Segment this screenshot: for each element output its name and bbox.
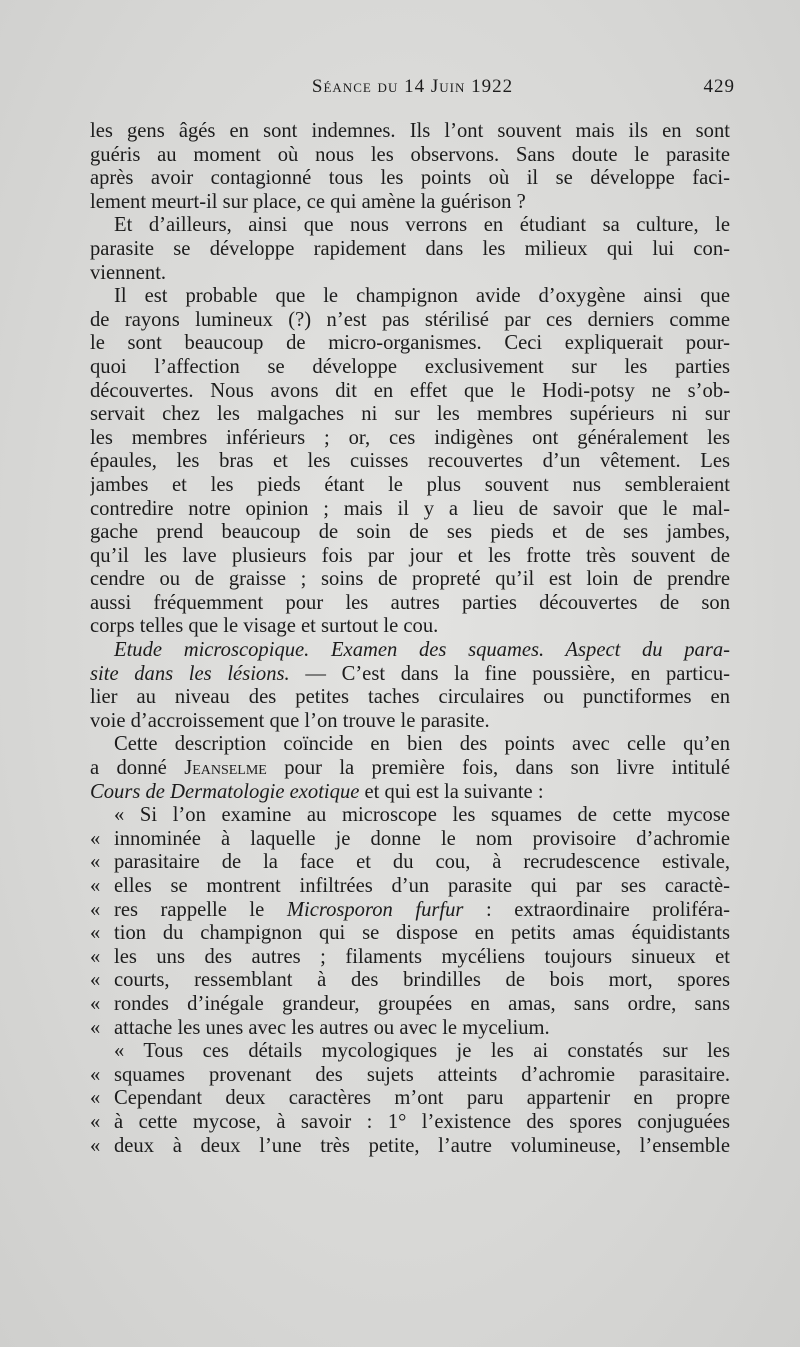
text-line: voie d’accroissement que l’on trouve le parasite.: [90, 709, 490, 732]
text-line: après avoir contagionné tous les points où il se développe faci-: [90, 167, 730, 190]
text-line: épaules, les bras et les cuisses recouvertes d’un vêtement. Les: [90, 450, 730, 473]
text-span: a donné: [90, 757, 167, 780]
text-line: [90, 781, 730, 805]
text-line: lement meurt-il sur place, ce qui amène la guérison ?: [90, 190, 526, 213]
text-line: [90, 922, 730, 946]
text-line: [90, 946, 730, 970]
text-span: res rappelle le: [114, 898, 265, 921]
text-line: les membres inférieurs ; or, ces indigènes ont généralement les: [90, 426, 730, 449]
quote-mark: «: [90, 969, 101, 992]
text-line: Cette description coïncide en bien des points avec celle qu’en: [114, 733, 730, 756]
author-name: Jeanselme: [184, 757, 267, 780]
text-line: qu’il les lave plusieurs fois par jour et les frotte très souvent de: [90, 544, 730, 567]
text-line: [90, 1135, 730, 1159]
text-line: viennent.: [90, 261, 167, 284]
book-title: Cours de Dermatologie exotique: [90, 780, 360, 803]
quote-mark: «: [90, 898, 101, 921]
text-line: aussi fréquemment pour les autres parties découvertes de son: [90, 591, 730, 614]
text-line: quoi l’affection se développe exclusivement sur les parties: [90, 355, 730, 378]
text-line: [90, 969, 730, 993]
body-text: [90, 120, 730, 1158]
text-line: [90, 1064, 730, 1088]
text-line: jambes et les pieds étant le plus souvent nus sembleraient: [90, 473, 730, 496]
text-span: rondes d’inégale grandeur, groupées en amas, sans ordre, sans: [114, 992, 730, 1015]
quote-mark: «: [90, 875, 101, 897]
text-line: [90, 993, 730, 1017]
text-span: deux à deux l’une très petite, l’autre volumineuse, l’ensemble: [114, 1134, 730, 1157]
text-line: [90, 1087, 730, 1111]
text-line: [90, 851, 730, 875]
page-header: [90, 76, 735, 100]
text-line: « Tous ces détails mycologiques je les ai constatés sur les: [114, 1040, 730, 1063]
text-line: contredire notre opinion ; mais il y a lieu de savoir que le mal-: [90, 497, 730, 520]
text-line: « Si l’on examine au microscope les squames de cette mycose: [114, 804, 730, 827]
text-line: [90, 1111, 730, 1135]
text-line: gache prend beaucoup de soin de ses pieds et de ses jambes,: [90, 521, 730, 544]
text-line: [90, 663, 730, 687]
text-span: les uns des autres ; filaments mycéliens toujours sinueux et: [114, 945, 730, 968]
quote-mark: «: [90, 1063, 101, 1086]
text-line: le sont beaucoup de micro-organismes. Ceci expliquerait pour-: [90, 332, 730, 355]
page-number: 429: [703, 76, 735, 97]
text-line: cendre ou de graisse ; soins de propreté qu’il est loin de prendre: [90, 568, 730, 591]
quote-mark: «: [90, 827, 101, 850]
quote-mark: «: [90, 922, 101, 945]
quote-mark: «: [90, 1110, 101, 1133]
text-span: tion du champignon qui se dispose en petits amas équidistants: [114, 922, 730, 945]
text-span: parasitaire de la face et du cou, à recrudescence estivale,: [114, 851, 730, 874]
text-line: corps telles que le visage et surtout le cou.: [90, 615, 439, 638]
text-span: elles se montrent infiltrées d’un parasite qui par ses caractè-: [114, 875, 730, 897]
text-line: [90, 875, 730, 899]
text-span: attache les unes avec les autres ou avec le mycelium.: [114, 1016, 550, 1039]
text-span: et qui est la suivante :: [364, 780, 544, 803]
text-span: à cette mycose, à savoir : 1° l’existence des spores conjuguées: [114, 1110, 730, 1133]
quote-mark: «: [90, 1087, 101, 1110]
text-line: guéris au moment où nous les observons. Sans doute le parasite: [90, 143, 730, 166]
text-line: les gens âgés en sont indemnes. Ils l’ont souvent mais ils en sont: [90, 120, 730, 142]
text-line: Il est probable que le champignon avide d’oxygène ainsi que: [114, 285, 730, 308]
text-line: servait chez les malgaches ni sur les membres supérieurs ni sur: [90, 403, 730, 426]
text-span: pour la première fois, dans son livre intitulé: [284, 757, 730, 780]
text-span: : extraordinaire proliféra-: [485, 898, 730, 921]
text-line: [90, 757, 730, 781]
section-heading: Etude microscopique. Examen des squames. Aspect du para-: [114, 639, 730, 662]
running-title: Séance du 14 Juin 1922: [311, 76, 514, 97]
text-line: lier au niveau des petites taches circulaires ou punctiformes en: [90, 686, 730, 709]
text-line: parasite se développe rapidement dans les milieux qui lui con-: [90, 237, 730, 260]
section-heading-end: site dans les lésions.: [90, 662, 290, 685]
text-line: de rayons lumineux (?) n’est pas stérilisé par ces derniers comme: [90, 308, 730, 331]
text-span: squames provenant des sujets atteints d’achromie parasitaire.: [114, 1063, 730, 1086]
species-name: Microsporon furfur: [286, 898, 464, 921]
text-span: — C’est dans la fine poussière, en particu-: [305, 662, 730, 685]
quote-mark: «: [90, 851, 101, 874]
text-span: innominée à laquelle je donne le nom provisoire d’achromie: [114, 827, 730, 850]
text-line: découvertes. Nous avons dit en effet que le Hodi-potsy ne s’ob-: [90, 379, 730, 402]
text-line: Et d’ailleurs, ainsi que nous verrons en étudiant sa culture, le: [114, 214, 730, 237]
quote-mark: «: [90, 1016, 101, 1039]
text-line: [90, 899, 730, 923]
text-line: [90, 1017, 730, 1041]
quote-mark: «: [90, 992, 101, 1015]
text-span: courts, ressemblant à des brindilles de bois mort, spores: [114, 969, 730, 992]
text-span: Cependant deux caractères m’ont paru appartenir en propre: [114, 1087, 730, 1110]
text-line: [90, 828, 730, 852]
quote-mark: «: [90, 945, 101, 968]
quote-mark: «: [90, 1134, 101, 1157]
